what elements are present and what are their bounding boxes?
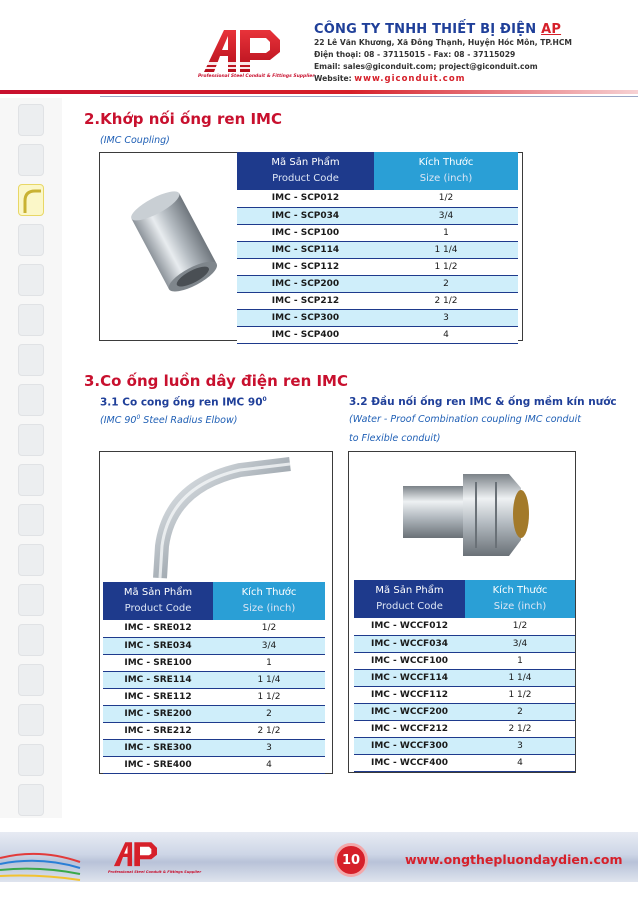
table-row: IMC - SRE012 1/2 [103,620,325,637]
table-row: IMC - SCP114 1 1/4 [237,241,518,258]
company-address: 22 Lê Văn Khương, Xã Đông Thạnh, Huyện Hóc Môn, TP.HCM [314,38,572,47]
side-tile-fitting-icon[interactable] [18,504,44,536]
col-header-size: Kích Thước Size (inch) [213,582,325,620]
section32-subtitle-line2: to Flexible conduit) [349,433,441,444]
table-row: IMC - SCP400 4 [237,326,518,343]
table-header-row [103,582,325,620]
coupling-spec-table [237,152,518,344]
section2-title: 2.Khớp nối ống ren IMC [84,110,282,128]
ap-footer-logo-icon [110,840,170,874]
company-brand: AP [541,22,562,37]
table-row: IMC - SCP300 3 [237,309,518,326]
table-row: IMC - WCCF400 4 [354,754,575,771]
section32-subtitle-line1: (Water - Proof Combination coupling IMC conduit [349,414,581,425]
table-row: IMC - WCCF112 1 1/2 [354,686,575,703]
elbow-spec-table [103,582,325,774]
page-header [0,0,638,98]
side-tile-fitting-icon[interactable] [18,344,44,376]
elbow-icon [19,185,45,217]
page-footer [0,818,638,902]
table-row: IMC - WCCF300 3 [354,737,575,754]
side-tile-fitting-icon[interactable] [18,544,44,576]
table-row: IMC - WCCF034 3/4 [354,635,575,652]
table-header-row [237,152,518,190]
table-row: IMC - SRE100 1 [103,654,325,671]
side-tile-conduit-icon[interactable] [18,144,44,176]
side-tile-fitting-icon[interactable] [18,584,44,616]
col-header-code: Mã Sản Phẩm Product Code [103,582,213,620]
side-tile-elbow-icon[interactable] [18,184,44,216]
footer-logo-tagline: Professional Steel Conduit & Fittings Supplier [108,870,202,874]
company-info [314,22,634,85]
side-tile-fitting-icon[interactable] [18,664,44,696]
table-row: IMC - SCP200 2 [237,275,518,292]
coupling-image-icon [120,183,230,303]
footer-website-link[interactable]: www.ongthepluondaydien.com [405,852,623,867]
section31-subtitle: (IMC $90^0$ Steel Radius Elbow) [100,414,238,427]
table-row: IMC - WCCF114 1 1/4 [354,669,575,686]
table-row: IMC - WCCF012 1/2 [354,618,575,635]
table-row: IMC - SCP212 2 1/2 [237,292,518,309]
section32-title: 3.2 Đầu nối ống ren IMC & ống mềm kín nước [349,396,617,408]
col-header-code: Mã Sản Phẩm Product Code [237,152,374,190]
col-header-size: Kích Thước Size (inch) [465,580,575,618]
side-tile-fitting-icon[interactable] [18,424,44,456]
table-row: IMC - WCCF212 2 1/2 [354,720,575,737]
cable-wires-icon [0,818,120,902]
table-row: IMC - SRE400 4 [103,756,325,773]
side-tile-fitting-icon[interactable] [18,624,44,656]
side-tile-fitting-icon[interactable] [18,224,44,256]
table-row: IMC - SRE212 2 1/2 [103,722,325,739]
header-divider-thin [100,96,638,97]
side-tile-conduit-icon[interactable] [18,104,44,136]
logo-tagline: Professional Steel Conduit & Fittings Supplier [198,74,315,79]
combination-coupling-image-icon [389,460,539,570]
section2-subtitle: (IMC Coupling) [100,135,170,146]
table-row: IMC - WCCF100 1 [354,652,575,669]
table-header-row [354,580,575,618]
table-row: IMC - SRE114 1 1/4 [103,671,325,688]
company-phone: Điện thoại: 08 - 37115015 - Fax: 08 - 37115029 [314,50,516,59]
header-divider [0,90,638,94]
side-tile-fitting-icon[interactable] [18,784,44,816]
side-tile-fitting-icon[interactable] [18,384,44,416]
side-tile-fitting-icon[interactable] [18,264,44,296]
table-row: IMC - SRE112 1 1/2 [103,688,325,705]
section3-title: 3.Co ống luồn dây điện ren IMC [84,372,348,390]
company-website-line: Website: www.giconduit.com [314,74,466,84]
elbow-image-icon [140,456,310,586]
side-tile-fitting-icon[interactable] [18,704,44,736]
table-row: IMC - SCP100 1 [237,224,518,241]
company-name: CÔNG TY TNHH THIẾT BỊ ĐIỆN AP [314,22,562,37]
table-row: IMC - SRE034 3/4 [103,637,325,654]
table-row: IMC - WCCF200 2 [354,703,575,720]
table-row: IMC - SRE300 3 [103,739,325,756]
table-row: IMC - SCP034 3/4 [237,207,518,224]
company-email: Email: sales@giconduit.com; project@giconduit.com [314,62,538,71]
table-row: IMC - SRE200 2 [103,705,325,722]
side-category-strip [0,98,62,818]
side-tile-fitting-icon[interactable] [18,304,44,336]
table-row: IMC - SCP012 1/2 [237,190,518,207]
col-header-code: Mã Sản Phẩm Product Code [354,580,465,618]
side-tile-fitting-icon[interactable] [18,464,44,496]
section31-title: 3.1 Co cong ống ren IMC $90^0$ [100,396,267,409]
table-row: IMC - SCP112 1 1/2 [237,258,518,275]
page-number-badge: 10 [334,843,368,877]
side-tile-fitting-icon[interactable] [18,744,44,776]
col-header-size: Kích Thước Size (inch) [374,152,518,190]
company-website-link[interactable]: www.giconduit.com [354,74,466,84]
combination-coupling-spec-table [354,580,575,772]
